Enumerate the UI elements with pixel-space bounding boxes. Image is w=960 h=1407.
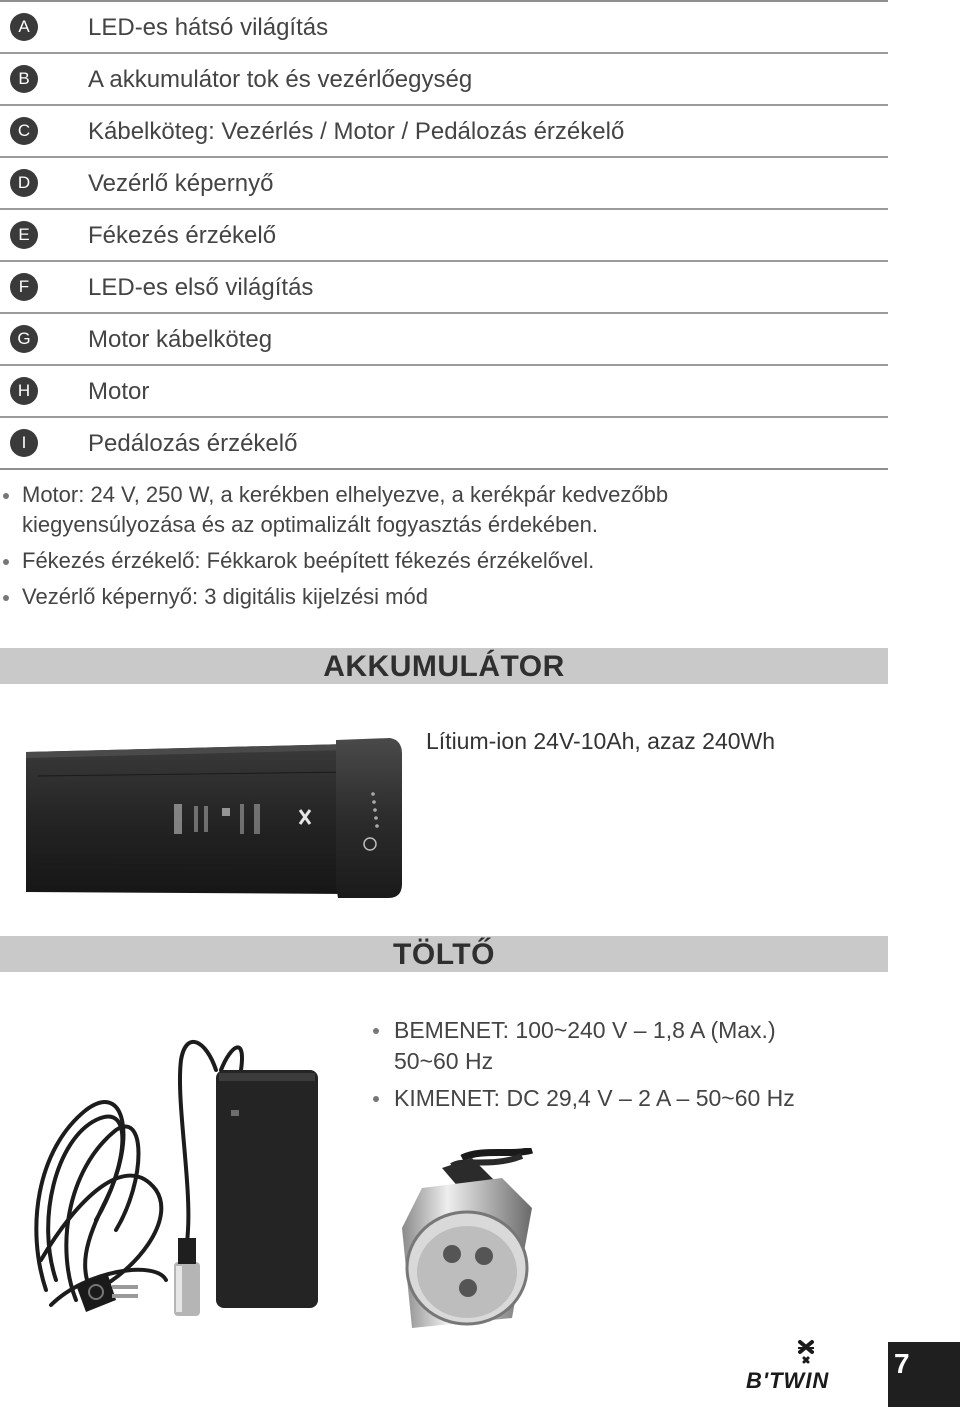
charger-heading: TÖLTŐ [0, 936, 888, 972]
battery-image [18, 736, 402, 900]
part-letter-badge: F [10, 273, 38, 301]
parts-table [0, 0, 888, 470]
part-row-g [0, 312, 888, 364]
part-label: Vezérlő képernyő [88, 170, 274, 197]
page-number: 7 [894, 1348, 910, 1379]
btwin-logo [742, 1338, 872, 1394]
part-label: Motor [88, 378, 150, 405]
part-row-b [0, 52, 888, 104]
part-row-f [0, 260, 888, 312]
part-label: Kábelköteg: Vezérlés / Motor / Pedálozás érzékelő [88, 118, 625, 145]
battery-heading: AKKUMULÁTOR [0, 648, 888, 684]
charger-spec-list [370, 1015, 840, 1120]
part-label: Pedálozás érzékelő [88, 430, 298, 457]
part-row-a [0, 0, 888, 52]
part-letter-badge: E [10, 221, 38, 249]
part-label: A akkumulátor tok és vezérlőegység [88, 66, 473, 93]
part-row-e [0, 208, 888, 260]
part-row-d [0, 156, 888, 208]
part-letter-badge: A [10, 13, 38, 41]
btwin-logo-text: B'TWIN [746, 1368, 830, 1393]
part-letter-badge: D [10, 169, 38, 197]
part-row-c [0, 104, 888, 156]
part-row-i [0, 416, 888, 470]
feature-motor: Motor: 24 V, 250 W, a kerékben elhelyezve, a kerékpár kedvezőbb kiegyensúlyozása és az optimalizált fogyasztás érdekében. [0, 480, 782, 540]
feature-brake-sensor: Fékezés érzékelő: Fékkarok beépített fékezés érzékelővel. [0, 546, 900, 576]
xlr-connector-image [392, 1148, 572, 1338]
part-letter-badge: C [10, 117, 38, 145]
part-label: LED-es első világítás [88, 274, 314, 301]
charger-input-spec: BEMENET: 100~240 V – 1,8 A (Max.) 50~60 Hz [370, 1015, 824, 1077]
part-label: Motor kábelköteg [88, 326, 273, 353]
part-letter-badge: I [10, 429, 38, 457]
page-number-box [888, 1342, 960, 1407]
part-letter-badge: B [10, 65, 38, 93]
part-label: LED-es hátsó világítás [88, 14, 329, 41]
feature-display: Vezérlő képernyő: 3 digitális kijelzési mód [0, 582, 900, 612]
part-row-h [0, 364, 888, 416]
charger-output-spec: KIMENET: DC 29,4 V – 2 A – 50~60 Hz [370, 1083, 840, 1114]
part-letter-badge: H [10, 377, 38, 405]
part-label: Fékezés érzékelő [88, 222, 277, 249]
charger-image [16, 1030, 336, 1330]
battery-spec: Lítium-ion 24V-10Ah, azaz 240Wh [426, 728, 776, 754]
feature-list [0, 480, 900, 612]
part-letter-badge: G [10, 325, 38, 353]
